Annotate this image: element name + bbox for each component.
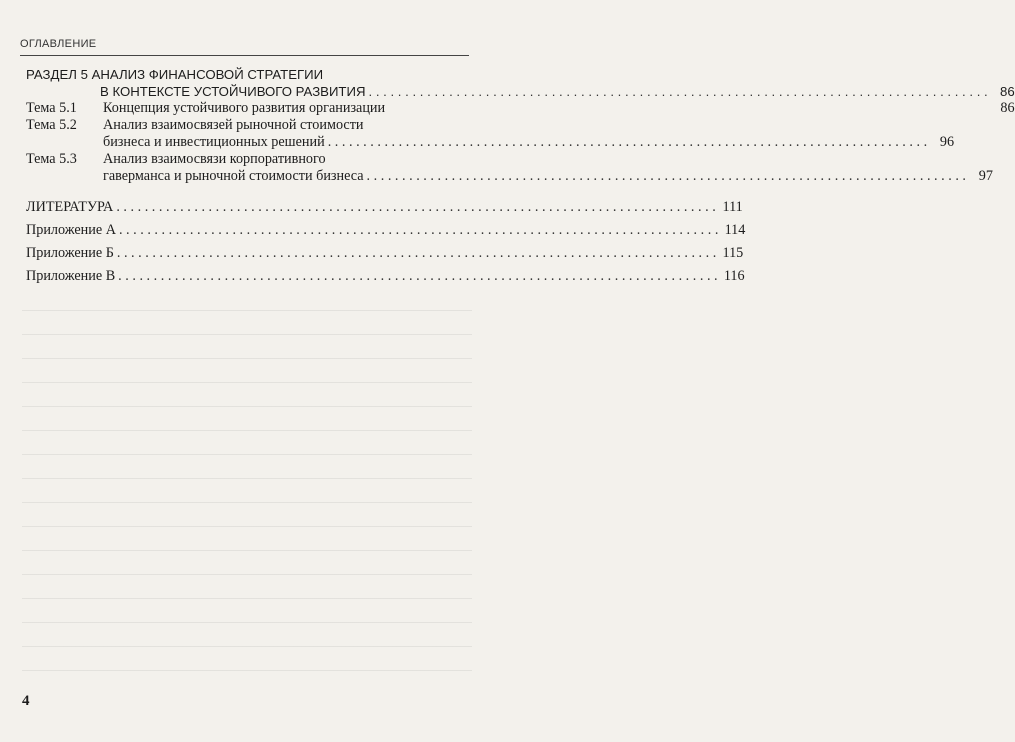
section-5-page: 86 [1000,84,1015,99]
topic-5-1-entry[interactable] [26,100,1015,117]
appendix-a-entry[interactable] [26,222,746,239]
appendix-page: 116 [723,268,745,284]
appendix-v-entry[interactable] [26,268,745,285]
leader-dots [116,199,715,216]
appendix-label: Приложение В [26,268,116,284]
topic-page: 96 [939,134,955,150]
section-5-entry[interactable] [26,66,1015,100]
topic-number: Тема 5.3 [26,151,77,167]
literature-label: ЛИТЕРАТУРА [26,199,114,215]
leader-dots [328,134,927,151]
topic-5-3-entry[interactable] [26,151,993,185]
topic-title: Концепция устойчивого развития организации [103,100,386,116]
section-5-title-line2: В КОНТЕКСТЕ УСТОЙЧИВОГО РАЗВИТИЯ [100,84,366,99]
literature-page: 111 [722,199,743,215]
topic-title-line1: Анализ взаимосвязи корпоративного [103,151,326,167]
topic-number: Тема 5.1 [26,100,77,116]
table-of-contents [26,66,1015,285]
topic-page: 86 [1000,100,1015,116]
topic-title-line1: Анализ взаимосвязей рыночной стоимости [103,117,364,133]
appendix-label: Приложение А [26,222,116,238]
topic-title-line2: бизнеса и инвестиционных решений [103,134,325,150]
topic-5-2-entry[interactable] [26,117,955,151]
topic-title-line2: гаверманса и рыночной стоимости бизнеса [103,168,364,184]
leader-dots [369,83,988,100]
leader-dots [118,268,717,285]
header-rule [20,55,469,56]
topic-number: Тема 5.2 [26,117,77,133]
leader-dots [117,245,716,262]
appendix-label: Приложение Б [26,245,114,261]
running-header: ОГЛАВЛЕНИЕ [20,38,97,50]
appendix-page: 115 [722,245,744,261]
topic-page: 97 [978,168,993,184]
leader-dots [119,222,718,239]
leader-dots [367,168,966,185]
section-5-title-line1: РАЗДЕЛ 5 АНАЛИЗ ФИНАНСОВОЙ СТРАТЕГИИ [26,67,324,82]
appendix-page: 114 [724,222,746,238]
literature-entry[interactable] [26,199,743,216]
page-number: 4 [22,693,30,709]
show-through-background [22,290,472,680]
appendix-b-entry[interactable] [26,245,744,262]
